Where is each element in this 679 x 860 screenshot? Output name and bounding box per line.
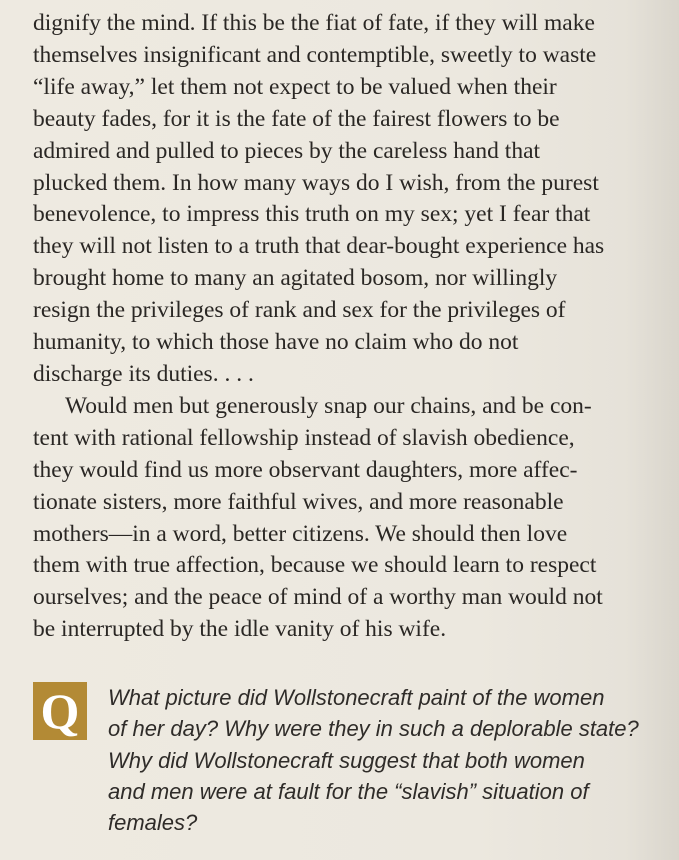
- passage-line-13: Would men but generously snap our chains, and be con-: [65, 392, 592, 419]
- passage-line-3: “life away,” let them not expect to be valued when their: [33, 73, 557, 100]
- passage-text: [33, 8, 663, 646]
- passage-line-9: brought home to many an agitated bosom, nor willingly: [33, 265, 558, 292]
- passage-line-11: humanity, to which those have no claim who do not: [33, 329, 519, 356]
- question-line-5: females?: [108, 810, 198, 836]
- passage-line-18: them with true affection, because we should learn to respect: [33, 552, 597, 579]
- passage-line-10: resign the privileges of rank and sex for the privileges of: [33, 297, 566, 324]
- passage-line-7: benevolence, to impress this truth on my sex; yet I fear that: [33, 201, 591, 228]
- passage-line-19: ourselves; and the peace of mind of a worthy man would not: [33, 584, 603, 611]
- passage-line-8: they will not listen to a truth that dear-bought experience has: [33, 233, 605, 260]
- question-block: [33, 682, 673, 842]
- passage-line-4: beauty fades, for it is the fate of the fairest flowers to be: [33, 105, 560, 132]
- passage-line-15: they would find us more observant daughters, more affec-: [33, 456, 578, 483]
- passage-line-2: themselves insignificant and contemptible, sweetly to waste: [33, 41, 597, 68]
- question-line-1: What picture did Wollstonecraft paint of the women: [108, 685, 605, 710]
- question-badge-icon: [33, 682, 87, 740]
- question-text: [108, 682, 673, 838]
- passage-line-20: be interrupted by the idle vanity of his wife.: [33, 616, 447, 643]
- passage-line-12: discharge its duties. . . .: [33, 360, 254, 387]
- question-line-2: of her day? Why were they in such a deplorable state?: [108, 716, 639, 742]
- question-line-3: Why did Wollstonecraft suggest that both women: [108, 747, 585, 773]
- passage-line-17: mothers—in a word, better citizens. We should then love: [33, 520, 568, 547]
- question-badge-letter: Q: [40, 683, 80, 739]
- passage-line-5: admired and pulled to pieces by the careless hand that: [33, 137, 541, 164]
- passage-line-1: dignify the mind. If this be the fiat of fate, if they will make: [33, 10, 595, 36]
- question-line-4: and men were at fault for the “slavish” situation of: [108, 778, 589, 804]
- passage-line-16: tionate sisters, more faithful wives, and more reasonable: [33, 488, 564, 515]
- passage-line-6: plucked them. In how many ways do I wish, from the purest: [33, 169, 599, 196]
- passage-line-14: tent with rational fellowship instead of slavish obedience,: [33, 424, 575, 451]
